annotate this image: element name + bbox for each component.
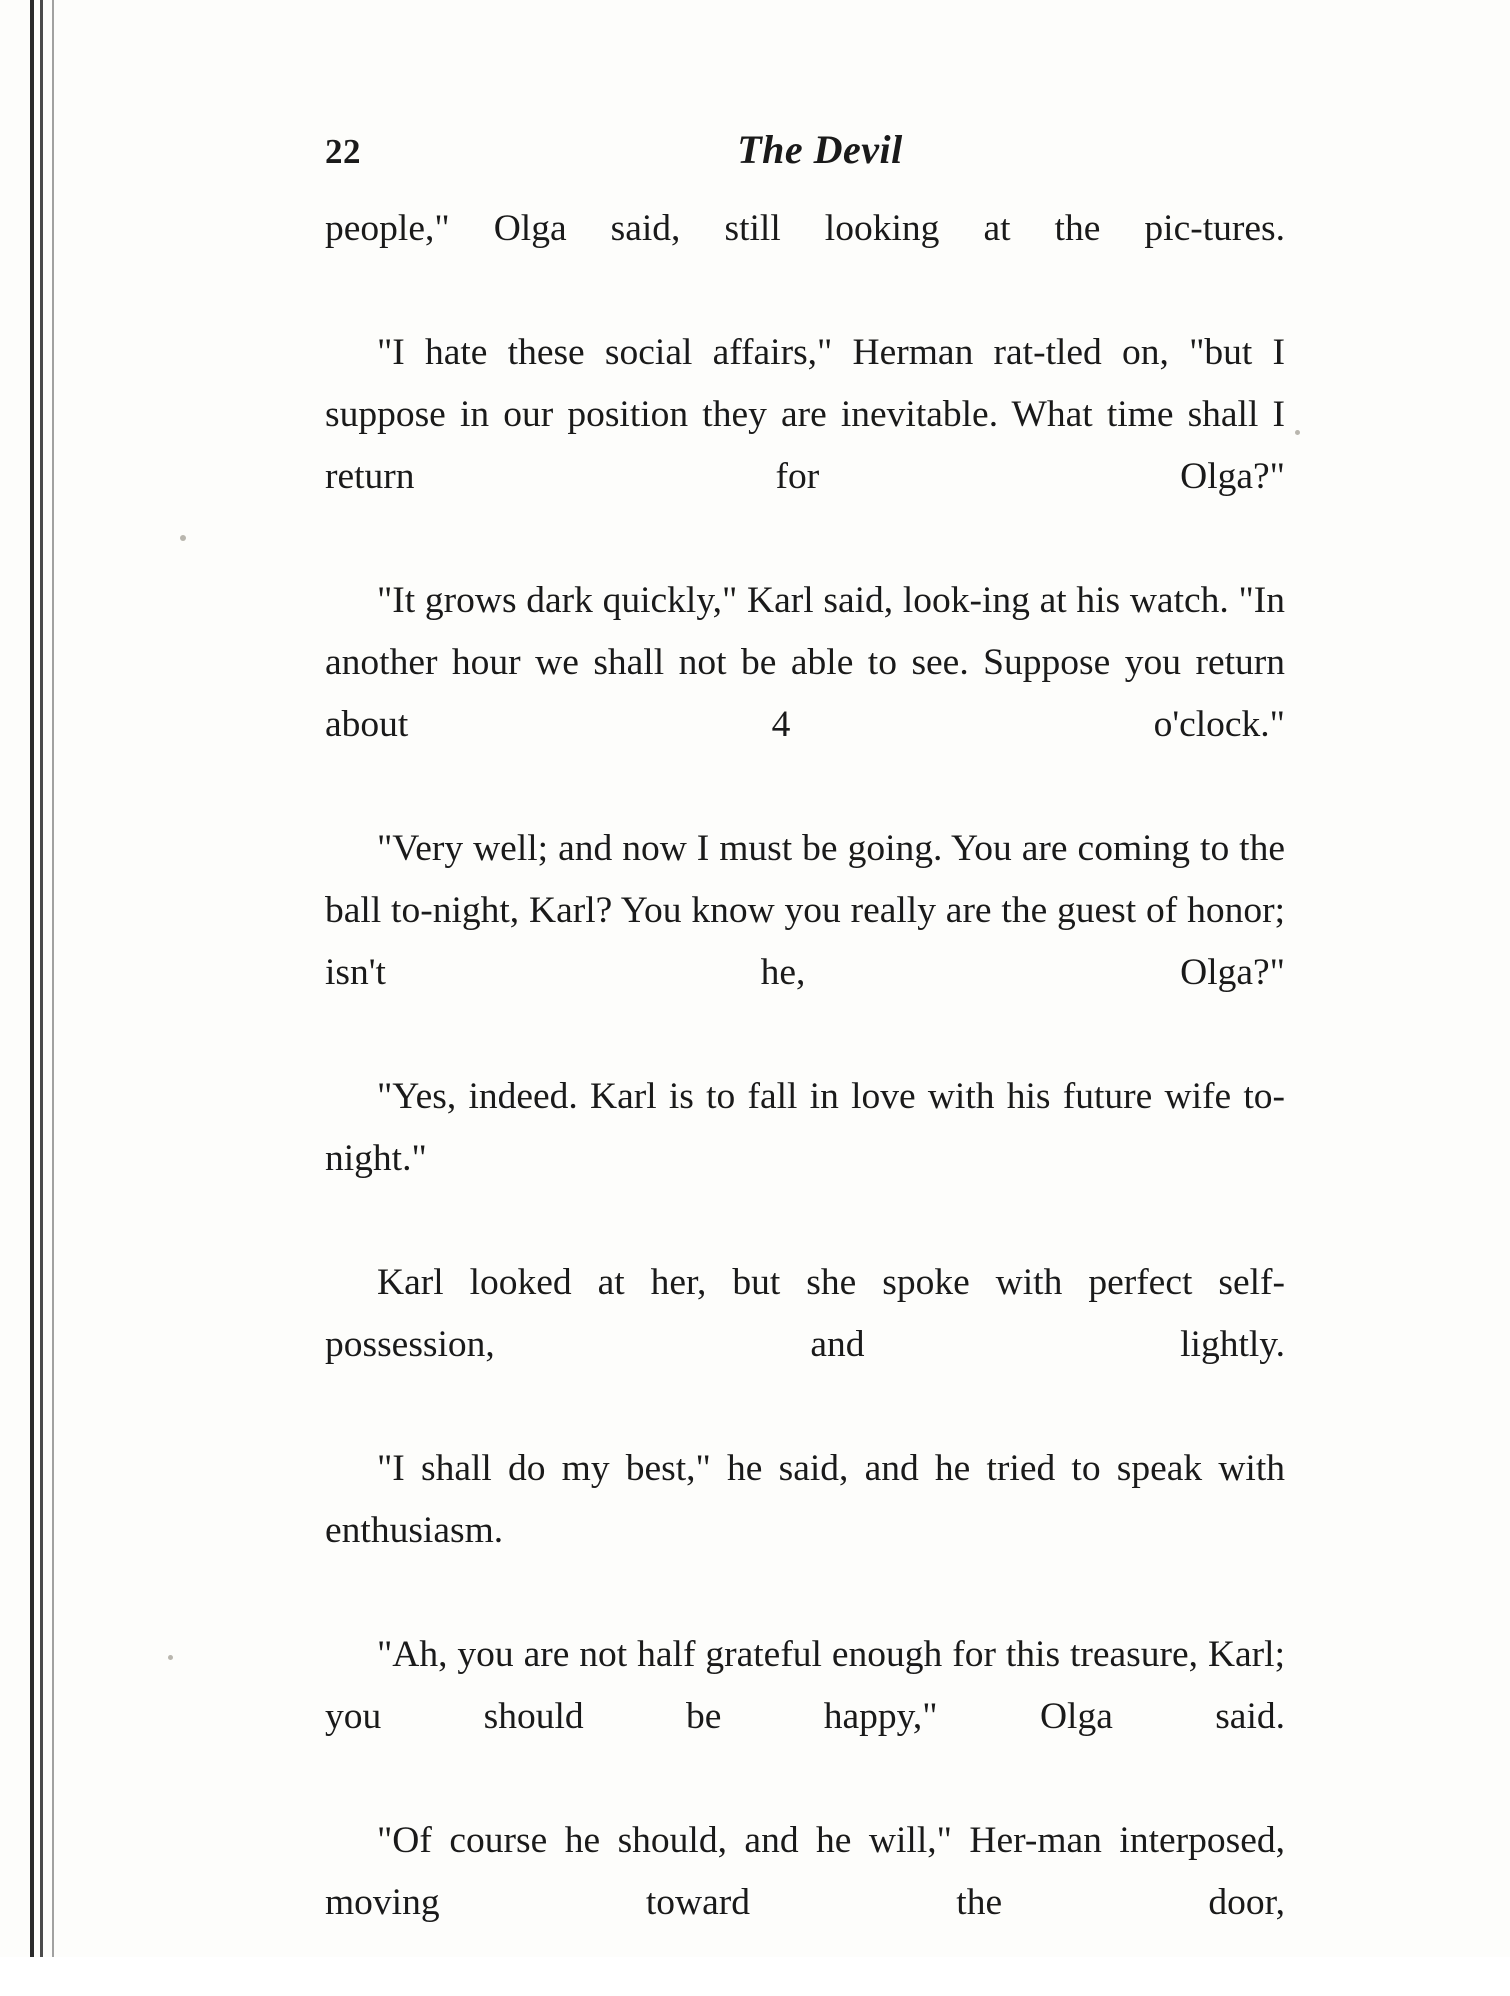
paragraph: "I hate these social affairs," Herman rat-tled on, "but I suppose in our position they are inevitable. What time shall I return for Olga?" [325,332,1285,497]
paragraph: "I shall do my best," he said, and he tried to speak with enthusiasm. [325,1448,1285,1551]
gutter-line-inner [52,0,54,1957]
book-title: The Devil [737,127,903,172]
paragraph: "Yes, indeed. Karl is to fall in love with his future wife to-night." [325,1076,1285,1179]
gutter-line-middle [40,0,43,1957]
scan-speck [168,1655,173,1660]
binding-gutter [0,0,70,1957]
running-head [325,120,1285,184]
paragraph: "Very well; and now I must be going. You are coming to the ball to-night, Karl? You know you really are the guest of honor; isn't he, Olga?" [325,828,1285,993]
scan-speck [180,535,186,541]
paragraph: Karl looked at her, but she spoke with perfect self-possession, and lightly. [325,1262,1285,1365]
paragraph: people," Olga said, still looking at the pic-tures. [325,208,1285,249]
paragraph: "Ah, you are not half grateful enough for this treasure, Karl; you should be happy," Olga said. [325,1634,1285,1737]
scan-speck [1295,430,1300,435]
gutter-line-outer [30,0,34,1957]
page-number: 22 [325,132,361,171]
paragraph: "It grows dark quickly," Karl said, look-ing at his watch. "In another hour we shall not be able to see. Suppose you return about 4 o'clock." [325,580,1285,745]
paragraph: "Of course he should, and he will," Her-man interposed, moving toward the door, [325,1820,1285,1923]
text-column [325,120,1285,1996]
